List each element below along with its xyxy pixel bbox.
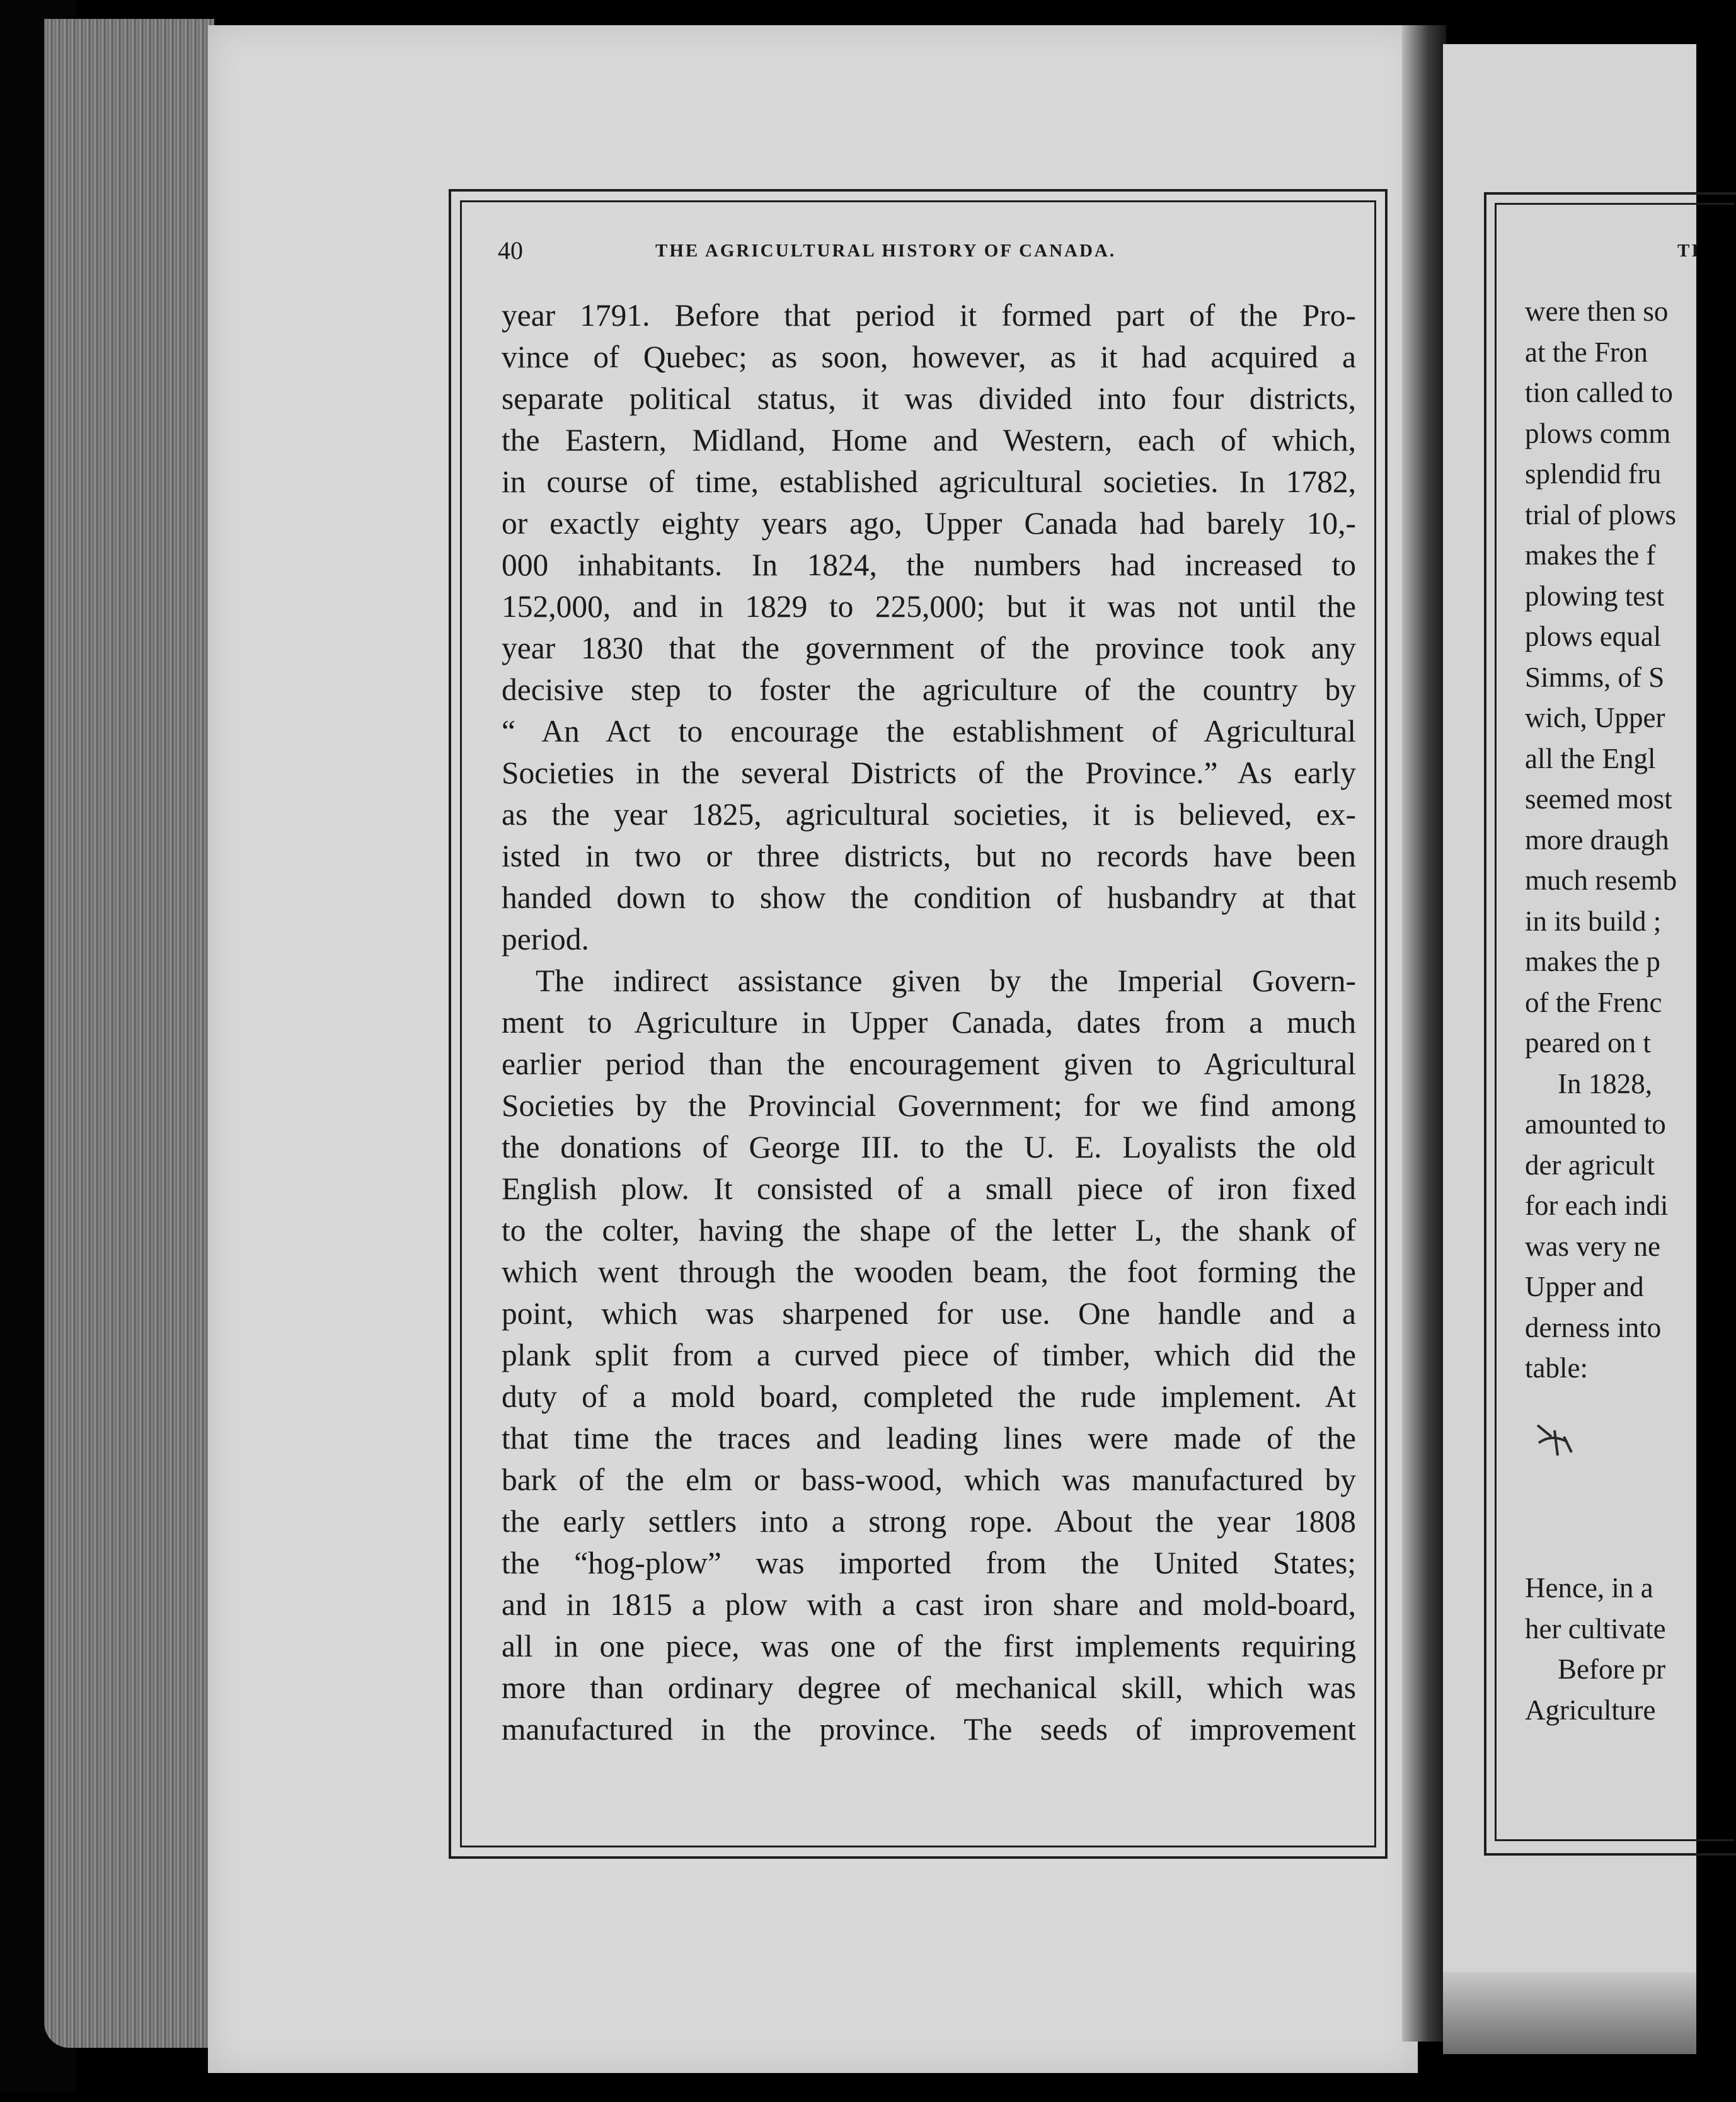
text-line: in course of time, established agricultural societies. In 1782, xyxy=(502,464,1356,499)
text-line: der agricult xyxy=(1525,1149,1655,1181)
right-page-text-bottom xyxy=(1525,1568,1714,1730)
text-line: plows equal xyxy=(1525,621,1662,652)
text-line: trial of plows xyxy=(1525,498,1676,531)
text-line: plank split from a curved piece of timber, which did the xyxy=(502,1338,1356,1372)
text-line: Hence, in a xyxy=(1525,1572,1653,1604)
paragraph-1 xyxy=(502,295,1356,960)
text-line: wich, Upper xyxy=(1525,702,1665,733)
text-line: her cultivate xyxy=(1525,1612,1666,1645)
text-line: derness into xyxy=(1525,1311,1662,1343)
text-line: Societies in the several Districts of the Province.” As early xyxy=(502,755,1356,790)
text-line: and in 1815 a plow with a cast iron share and mold-board, xyxy=(502,1587,1356,1622)
text-line: table: xyxy=(1525,1352,1588,1384)
text-line: Societies by the Provincial Government; for we find among xyxy=(502,1088,1356,1123)
text-line: English plow. It consisted of a small piece of iron fixed xyxy=(502,1171,1356,1206)
page-number: 40 xyxy=(498,236,523,265)
text-line: ment to Agriculture in Upper Canada, dates from a much xyxy=(502,1005,1356,1040)
right-page-bottom-edge xyxy=(1443,1972,1696,2054)
paragraph-2 xyxy=(502,960,1356,1750)
text-line: vince of Quebec; as soon, however, as it had acquired a xyxy=(502,340,1356,374)
text-line: handed down to show the condition of husbandry at that xyxy=(502,880,1356,915)
text-line: bark of the elm or bass-wood, which was manufactured by xyxy=(502,1462,1356,1497)
body-text xyxy=(502,295,1356,1750)
text-line: more draugh xyxy=(1525,824,1669,856)
text-line: that time the traces and leading lines were made of the xyxy=(502,1421,1356,1456)
text-line: much resemb xyxy=(1525,864,1677,896)
text-line: the early settlers into a strong rope. About the year 1808 xyxy=(502,1504,1356,1539)
text-line: In 1828, xyxy=(1558,1067,1652,1100)
text-line: more than ordinary degree of mechanical skill, which was xyxy=(502,1670,1356,1705)
text-line: manufactured in the province. The seeds of improvement xyxy=(502,1712,1356,1747)
book-page-edges xyxy=(44,19,214,2048)
text-line: plows comm xyxy=(1525,417,1671,449)
text-line: in its build ; xyxy=(1525,905,1662,937)
text-line: to the colter, having the shape of the letter L, the shank of xyxy=(502,1213,1356,1248)
text-line: 000 inhabitants. In 1824, the numbers had increased to xyxy=(502,548,1356,582)
text-line: splendid fru xyxy=(1525,458,1662,490)
text-line: Before pr xyxy=(1558,1653,1666,1685)
text-line: year 1791. Before that period it formed part of the Pro- xyxy=(502,298,1356,333)
text-line: all in one piece, was one of the first implements requiring xyxy=(502,1629,1356,1663)
text-line: isted in two or three districts, but no records have been xyxy=(502,839,1356,873)
text-line: or exactly eighty years ago, Upper Canada had barely 10,- xyxy=(502,506,1356,541)
text-line: makes the p xyxy=(1525,946,1660,977)
text-line: the “hog-plow” was imported from the United States; xyxy=(502,1546,1356,1580)
text-line: 152,000, and in 1829 to 225,000; but it was not until the xyxy=(502,589,1356,624)
text-line: Agriculture xyxy=(1525,1694,1656,1726)
ink-mark-icon xyxy=(1532,1418,1577,1462)
running-head-title: THE AGRICULTURAL HISTORY OF CANADA. xyxy=(655,241,1117,261)
text-line: makes the f xyxy=(1525,539,1656,571)
text-line: peared on t xyxy=(1525,1027,1651,1059)
text-line: which went through the wooden beam, the foot forming the xyxy=(502,1255,1356,1289)
text-line: decisive step to foster the agriculture of the country by xyxy=(502,672,1356,707)
text-line: “ An Act to encourage the establishment of Agricultural xyxy=(502,714,1356,749)
right-running-head: TI xyxy=(1677,241,1701,261)
right-page-text-top xyxy=(1525,291,1714,1389)
text-line: separate political status, it was divided into four districts, xyxy=(502,381,1356,416)
text-line: earlier period than the encouragement given to Agricultural xyxy=(502,1047,1356,1081)
text-line: for each indi xyxy=(1525,1190,1669,1221)
text-line: tion called to xyxy=(1525,377,1673,408)
book-gutter xyxy=(1402,25,1446,2042)
running-head xyxy=(498,232,1361,270)
text-line: Simms, of S xyxy=(1525,661,1665,693)
text-line: of the Frenc xyxy=(1525,986,1662,1018)
text-line: seemed most xyxy=(1525,783,1672,815)
text-line: all the Engl xyxy=(1525,742,1656,774)
text-line: The indirect assistance given by the Imperial Govern- xyxy=(536,963,1356,998)
text-line: duty of a mold board, completed the rude implement. At xyxy=(502,1379,1356,1414)
text-line: the Eastern, Midland, Home and Western, each of which, xyxy=(502,423,1356,457)
text-line: period. xyxy=(502,922,589,956)
text-line: Upper and xyxy=(1525,1271,1644,1302)
text-line: the donations of George III. to the U. E. Loyalists the old xyxy=(502,1130,1356,1164)
text-line: amounted to xyxy=(1525,1108,1666,1140)
text-line: was very ne xyxy=(1525,1230,1660,1262)
text-line: plowing test xyxy=(1525,580,1665,612)
text-line: as the year 1825, agricultural societies, it is believed, ex- xyxy=(502,797,1356,832)
text-line: were then so xyxy=(1525,296,1669,327)
text-line: point, which was sharpened for use. One handle and a xyxy=(502,1296,1356,1331)
text-line: year 1830 that the government of the province took any xyxy=(502,631,1356,665)
text-line: at the Fron xyxy=(1525,336,1648,368)
